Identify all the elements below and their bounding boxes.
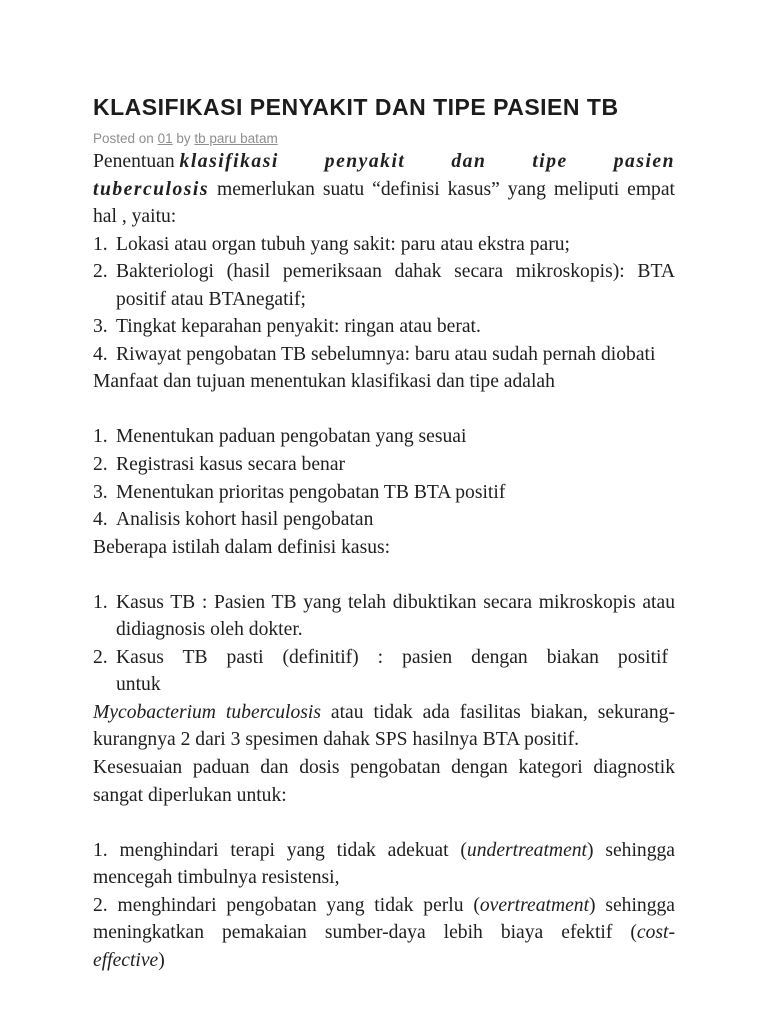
purposes-list (93, 423, 675, 533)
list-item-text: Kasus TB pasti (definitif) : pasien dengan biakan positif (116, 646, 668, 668)
intro-emphasis: klasifikasi penyakit dan tipe pasien (179, 151, 675, 172)
reason-term: effective (93, 949, 159, 971)
page-title: KLASIFIKASI PENYAKIT DAN TIPE PASIEN TB (93, 94, 619, 120)
reason-text: meningkatkan pemakaian sumber-daya lebih biaya efektif ( (93, 922, 637, 944)
text-line (93, 589, 675, 617)
reason-text: menghindari pengobatan yang tidak perlu ( (117, 894, 480, 916)
list-item-text: Tingkat keparahan penyakit: ringan atau berat. (116, 316, 481, 338)
intro-text: memerlukan suatu “definisi kasus” yang meliputi empat (216, 178, 675, 200)
list-item-text: Lokasi atau organ tubuh yang sakit: paru atau ekstra paru; (116, 233, 570, 255)
paragraph-text: kurangnya 2 dari 3 spesimen dahak SPS hasilnya BTA positif. (93, 729, 580, 751)
text-line (93, 754, 675, 782)
reason-term: undertreatment (466, 839, 588, 861)
article-body (93, 148, 675, 974)
list-item (93, 231, 675, 259)
text-line (93, 341, 675, 369)
text-line (93, 176, 675, 204)
blank-line (93, 561, 675, 589)
list-item-text: untuk (116, 674, 161, 696)
text-line (93, 258, 675, 286)
text-line (93, 726, 675, 754)
list-number: 2. (93, 646, 108, 668)
list-item (93, 341, 675, 369)
intro-paragraph (93, 148, 675, 231)
list-number: 1. (93, 591, 108, 613)
reason-text: menghindari terapi yang tidak adekuat ( (119, 839, 467, 861)
text-line (93, 231, 675, 259)
blank-line (93, 809, 675, 837)
list-item-text: Menentukan prioritas pengobatan TB BTA positif (116, 481, 506, 503)
text-line (93, 782, 675, 810)
list-item-text: Riwayat pengobatan TB sebelumnya: baru atau sudah pernah diobati (116, 343, 656, 365)
reasons-list (93, 837, 675, 975)
list-number: 3. (93, 481, 108, 503)
reason-term: overtreatment (479, 894, 590, 916)
list-item (93, 451, 675, 479)
text-line (93, 892, 675, 920)
purpose-heading: Manfaat dan tujuan menentukan klasifikasi dan tipe adalah (93, 371, 555, 393)
list-item-text: didiagnosis oleh dokter. (116, 619, 303, 641)
text-line (93, 203, 675, 231)
list-number: 4. (93, 343, 108, 365)
author-link[interactable]: tb paru batam (194, 131, 278, 146)
paragraph-text: sangat diperlukan untuk: (93, 784, 287, 806)
list-item-text: positif atau BTAnegatif; (116, 288, 306, 310)
intro-text: hal , yaitu: (93, 206, 177, 228)
list-item-text: Kasus TB : Pasien TB yang telah dibuktikan secara mikroskopis atau (116, 591, 675, 613)
text-line (93, 286, 675, 314)
list-number: 1. (93, 233, 108, 255)
reason-term: cost- (636, 922, 675, 944)
intro-emphasis: tuberculosis (93, 178, 209, 200)
dosing-paragraph (93, 754, 675, 809)
terms-list (93, 589, 675, 699)
list-item (93, 313, 675, 341)
list-item (93, 506, 675, 534)
list-number: 2. (93, 454, 108, 476)
paragraph-text: atau tidak ada fasilitas biakan, sekurang- (330, 701, 675, 723)
list-item-text: Analisis kohort hasil pengobatan (116, 509, 374, 531)
by-label: by (176, 131, 191, 146)
list-item-text: Registrasi kasus secara benar (116, 454, 346, 476)
text-line (93, 864, 675, 892)
text-line (93, 671, 675, 699)
reason-text: ) (158, 949, 165, 971)
blank-line (93, 396, 675, 424)
terms-heading: Beberapa istilah dalam definisi kasus: (93, 536, 391, 558)
list-item (93, 423, 675, 451)
reason-item (93, 837, 675, 892)
criteria-list (93, 231, 675, 369)
paragraph-text: Kesesuaian paduan dan dosis pengobatan dengan kategori diagnostik (93, 757, 675, 779)
text-line (93, 644, 675, 672)
text-line (93, 699, 675, 727)
text-line (93, 837, 675, 865)
list-item-text: Menentukan paduan pengobatan yang sesuai (116, 426, 467, 448)
list-number: 3. (93, 316, 108, 338)
intro-lead (93, 148, 180, 176)
list-number: 1. (93, 839, 108, 861)
post-meta (93, 130, 278, 148)
reason-text: mencegah timbulnya resistensi, (93, 867, 340, 889)
list-item (93, 479, 675, 507)
list-number: 1. (93, 426, 108, 448)
list-item-text: Bakteriologi (hasil pemeriksaan dahak secara mikroskopis): BTA (116, 261, 675, 283)
organism-name: Mycobacterium tuberculosis (93, 701, 321, 723)
reason-text: ) sehingga (589, 894, 675, 916)
list-item (93, 589, 675, 644)
post-date-link[interactable]: 01 (157, 131, 173, 146)
list-number: 2. (93, 261, 108, 283)
text-line (93, 919, 675, 947)
list-number: 2. (93, 894, 108, 916)
text-line (93, 616, 675, 644)
text-line (93, 148, 675, 176)
intro-lead-text: Penentuan (93, 151, 175, 172)
text-line (93, 947, 675, 975)
text-line (93, 313, 675, 341)
list-item (93, 258, 675, 313)
posted-on-label: Posted on (93, 131, 154, 146)
organism-paragraph (93, 699, 675, 754)
reason-item (93, 892, 675, 975)
list-item (93, 644, 675, 699)
reason-text: ) sehingga (587, 839, 675, 861)
list-number: 4. (93, 509, 108, 531)
